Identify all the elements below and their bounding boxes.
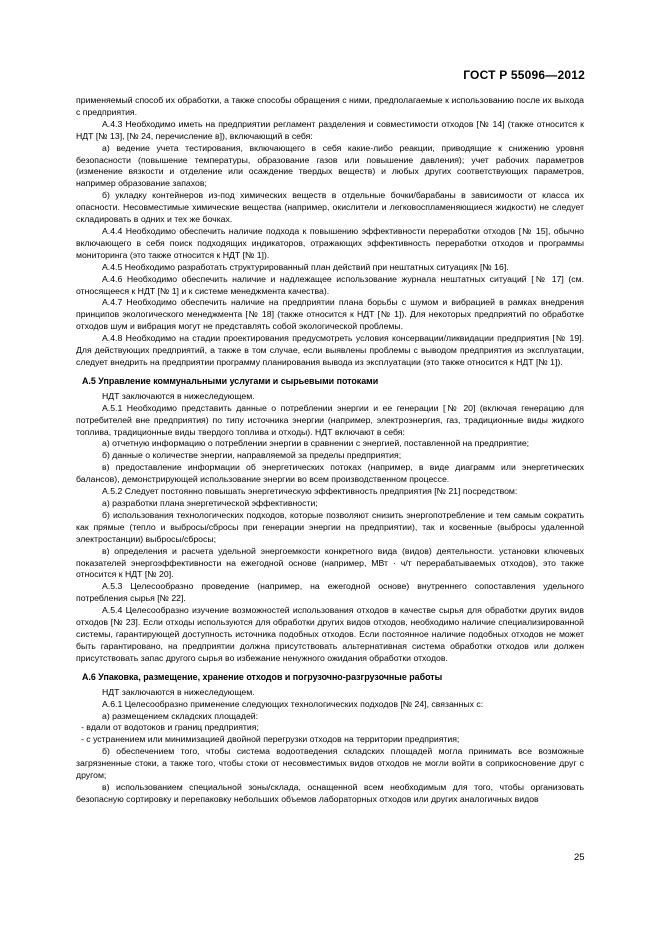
clause-a-5-2: А.5.2 Следует постоянно повышать энергетическую эффективность предприятия [№ 21] посредством:	[102, 486, 518, 497]
paragraph: применяемый способ их обработки, а также способы обращения с ними, предполагаемые к использованию после их выхода с предприятия.	[76, 95, 584, 117]
dash-item: - вдали от водотоков и границ предприятия;	[81, 722, 259, 733]
dash-item: - с устранением или минимизацией двойной перегрузки отходов на территории предприятия;	[81, 734, 460, 745]
clause-a-5-4: А.5.4 Целесообразно изучение возможностей использования отходов в качестве сырья для обработки других видов отходов [№ 23]. Если отходы используются для обработки других видов отходов, необходимо наличие специализированной системы, гарантирующей доступность источника подобных отходов. Если постоянное наличие подобных отходов не может быть гарантировано, на предприятии должна присутствовать альтернативная система обработки отходов или должен присутствовать запас другого сырья во избежание ненужного ожидания обработки отходов.	[76, 605, 584, 663]
clause-a-4-6: А.4.6 Необходимо обеспечить наличие и надлежащее использование журнала нештатных ситуаций [№ 17] (см. относящееся к НДТ [№ 1] и к системе менеджмента качества).	[76, 273, 584, 296]
list-item: б) обеспечением того, чтобы система водоотведения складских площадей могла принимать все возможные загрязненные стоки, а также того, чтобы стоки от несовместимых видов отходов не могли войти в соприкосновение друг с другом;	[76, 746, 584, 781]
document-id: ГОСТ Р 55096—2012	[463, 68, 585, 82]
list-item: а) разработки плана энергетической эффективности;	[102, 498, 318, 508]
section-heading-a-6: А.6 Упаковка, размещение, хранение отходов и погрузочно-разгрузочные работы	[82, 671, 443, 682]
list-item: а) ведение учета тестирования, включающего в себя какие-либо реакции, приводящие к снижению уровня безопасности (повышение температуры, образование газов или повышение давления); учет рабочих параметров (изменение вязкости и отделение или осаждение твердых веществ) и любых других соответствующих параметров, например образование запахов;	[76, 142, 584, 189]
list-item: в) использованием специальной зоны/склада, оснащенной всем необходимым для того, чтобы организовать безопасную сортировку и перепаковку небольших объемов лабораторных отходов или других аналогичных видов	[76, 781, 584, 804]
list-item: б) данные о количестве энергии, направляемой за пределы предприятия;	[102, 450, 402, 461]
list-item: б) использования технологических подходов, которые позволяют снизить энергопотребление и тем самым сократить как прямые (тепло и выбросы/сбросы при генерации энергии на предприятии), так и косвенные (выбросы удаленной электростанции) выбросы/сбросы;	[76, 509, 584, 544]
list-item: в) определения и расчета удельной энергоемкости конкретного вида (видов) деятельности. установки ключевых показателей энергоэффективности на ежегодной основе (например, МВт · ч/т перерабатываемых отходов), это также относится к НДТ [№ 20].	[76, 545, 584, 580]
list-item: а) размещением складских площадей:	[102, 710, 259, 721]
clause-a-4-3: А.4.3 Необходимо иметь на предприятии регламент разделения и совместимости отходов [№ 14] (также относится к НДТ [№ 13], [№ 24, перечисление в]), включающий в себя:	[76, 118, 584, 141]
clause-a-4-5: А.4.5 Необходимо разработать структурированный план действий при нештатных ситуациях [№ 16].	[102, 261, 509, 272]
clause-a-6-1: А.6.1 Целесообразно применение следующих технологических подходов [№ 24], связанных с:	[102, 698, 484, 709]
clause-a-4-8: А.4.8 Необходимо на стадии проектирования предусмотреть условия консервации/ликвидации предприятия [№ 19]. Для действующих предприятий, а также в том случае, если выявлены проблемы с выводом предприятия из эксплуатации, следует внедрить на предприятии программу планирования вывода из эксплуатации (это также относится к НДТ [№ 1]).	[76, 333, 584, 367]
clause-a-5-1: А.5.1 Необходимо представить данные о потреблении энергии и ее генерации [№ 20] (включая генерацию для потребителей вне предприятия) по типу источника энергии (например, электроэнергия, газ, традиционные виды жидкого топлива, традиционные виды твердого топлива и отходы). НДТ включают в себя:	[76, 402, 584, 437]
page-number: 25	[574, 852, 585, 863]
section-heading-a-5: А.5 Управление коммунальными услугами и сырьевыми потоками	[82, 375, 379, 386]
clause-a-4-7: А.4.7 Необходимо обеспечить наличие на предприятии плана борьбы с шумом и вибрацией в рамках внедрения принципов экологического менеджмента [№ 18] (также относится к НДТ [№ 1]). Для некоторых предприятий по обработке отходов шум и вибрация могут не представлять собой экологической проблемы.	[76, 297, 584, 332]
clause-a-4-4: А.4.4 Необходимо обеспечить наличие подхода к повышению эффективности переработки отходов [№ 15], обычно включающего в себя поиск подходящих индикаторов, отражающих эффективность переработки отходов и программы мониторинга (это также относится к НДТ [№ 1]).	[76, 225, 584, 260]
list-item: а) отчетную информацию о потреблении энергии в сравнении с энергией, поставленной на предприятие;	[102, 438, 530, 449]
clause-a-5-3: А.5.3 Целесообразно проведение (например, на ежегодной основе) внутреннего сопоставления удельного потребления сырья [№ 22].	[76, 581, 584, 604]
paragraph: НДТ заключаются в нижеследующем.	[102, 390, 255, 401]
paragraph: НДТ заключаются в нижеследующем.	[102, 686, 255, 697]
list-item: б) укладку контейнеров из-под химических веществ в отдельные бочки/барабаны в зависимости от класса их опасности. Несовместимые химические вещества (например, окислители и легковоспламеняющиеся жидкости) не следует складировать в одних и тех же бочках.	[76, 190, 584, 225]
document-body	[76, 95, 584, 806]
list-item: в) предоставление информации об энергетических потоках (например, в виде диаграмм или энергетических балансов), демонстрирующей использование энергии во всем производственном процессе.	[76, 462, 584, 485]
